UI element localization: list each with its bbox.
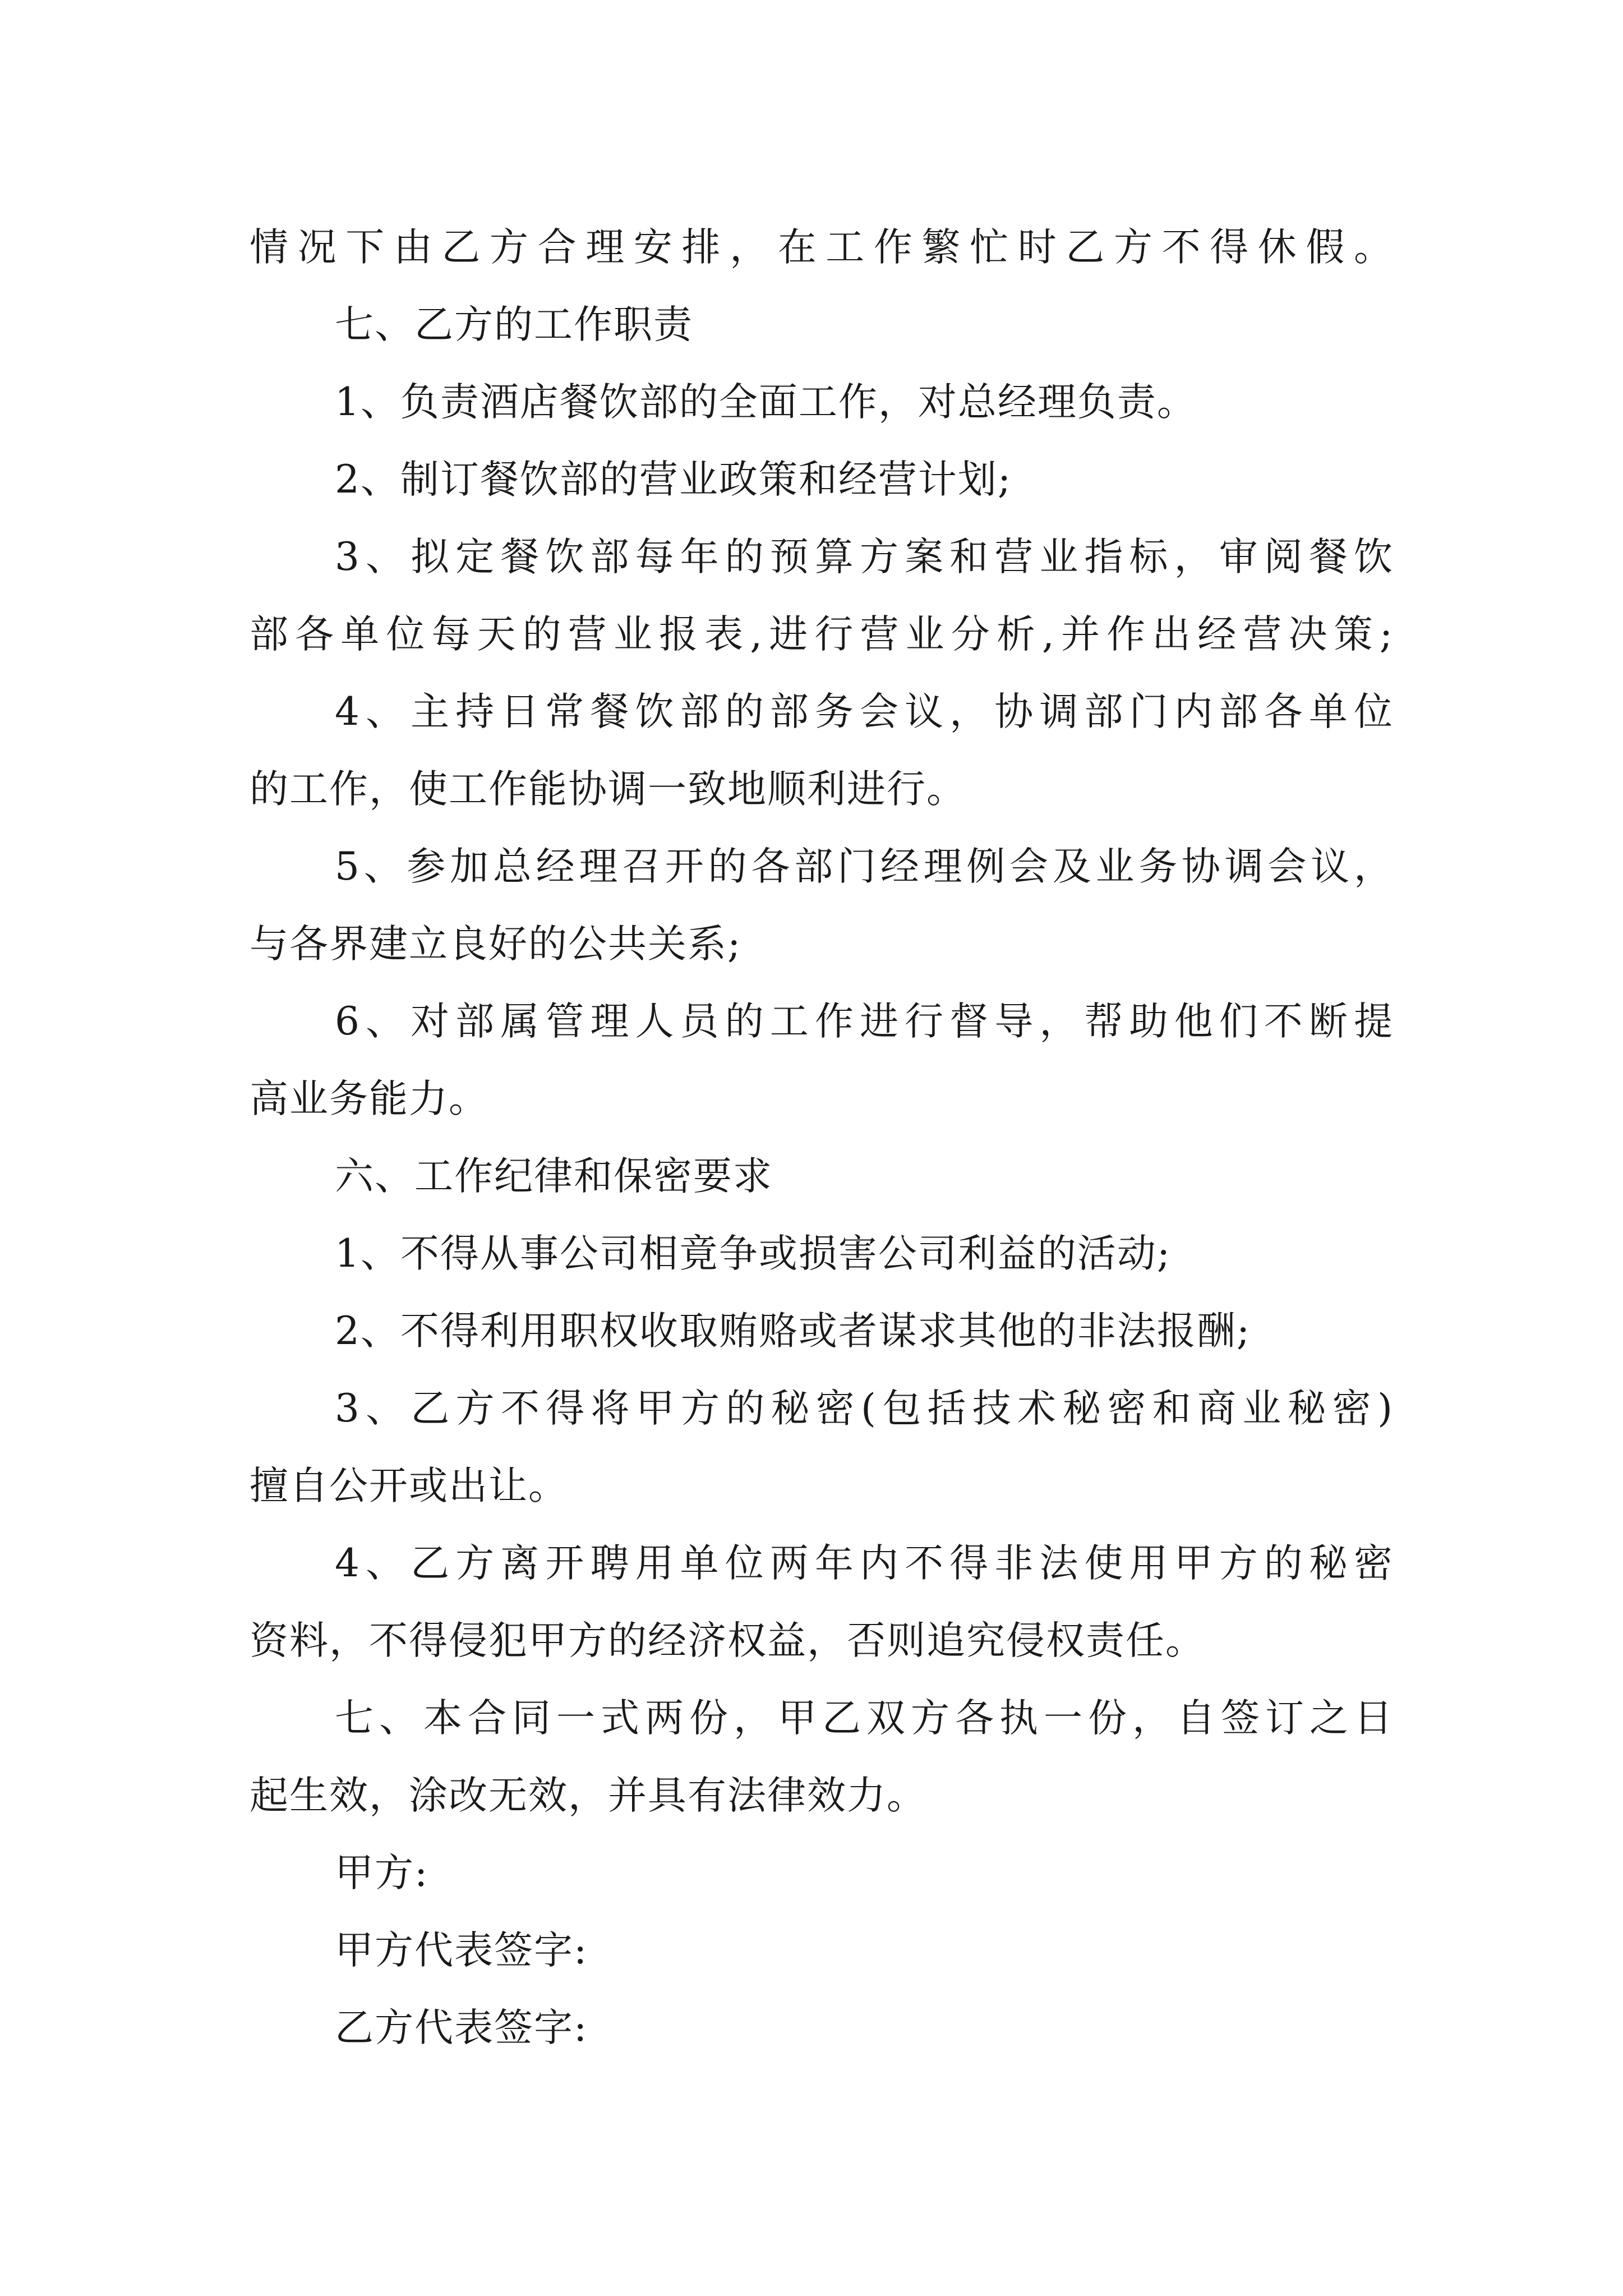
paragraph-line: 与各界建立良好的公共关系; [250, 922, 742, 967]
paragraph-line: 3、乙方不得将甲方的秘密(包括技术秘密和商业秘密) [335, 1386, 1394, 1431]
party-a-label: 甲方: [335, 1851, 429, 1895]
paragraph-line: 起生效，涂改无效，并具有法律效力。 [250, 1773, 926, 1818]
paragraph-line: 擅自公开或出让。 [250, 1464, 568, 1508]
party-a-signature-label: 甲方代表签字: [335, 1928, 588, 1973]
paragraph-line: 1、不得从事公司相竟争或损害公司利益的活动; [335, 1231, 1172, 1276]
paragraph-line: 的工作，使工作能协调一致地顺利进行。 [250, 767, 966, 812]
paragraph-line: 部各单位每天的营业报表,进行营业分析,并作出经营决策; [250, 612, 1394, 657]
paragraph-line: 5、参加总经理召开的各部门经理例会及业务协调会议， [335, 844, 1394, 889]
paragraph-line: 资料，不得侵犯甲方的经济权益，否则追究侵权责任。 [250, 1618, 1205, 1663]
paragraph-line: 3、拟定餐饮部每年的预算方案和营业指标，审阅餐饮 [335, 535, 1394, 579]
paragraph-line: 4、主持日常餐饮部的部务会议，协调部门内部各单位 [335, 689, 1394, 734]
paragraph-line: 2、不得利用职权收取贿赂或者谋求其他的非法报酬; [335, 1309, 1251, 1354]
paragraph-line: 2、制订餐饮部的营业政策和经营计划; [335, 457, 1012, 502]
paragraph-line: 七、本合同一式两份，甲乙双方各执一份，自签订之日 [335, 1696, 1394, 1741]
paragraph-line: 情况下由乙方合理安排，在工作繁忙时乙方不得休假。 [250, 225, 1394, 270]
paragraph-line: 高业务能力。 [250, 1076, 488, 1121]
paragraph-line: 6、对部属管理人员的工作进行督导，帮助他们不断提 [335, 999, 1394, 1044]
paragraph-line: 4、乙方离开聘用单位两年内不得非法使用甲方的秘密 [335, 1541, 1394, 1586]
party-b-signature-label: 乙方代表签字: [335, 2005, 588, 2050]
paragraph-line: 1、负责酒店餐饮部的全面工作，对总经理负责。 [335, 380, 1197, 425]
section-heading: 七、乙方的工作职责 [335, 302, 693, 347]
section-heading: 六、工作纪律和保密要求 [335, 1154, 773, 1199]
contract-text-body [250, 209, 1394, 2067]
